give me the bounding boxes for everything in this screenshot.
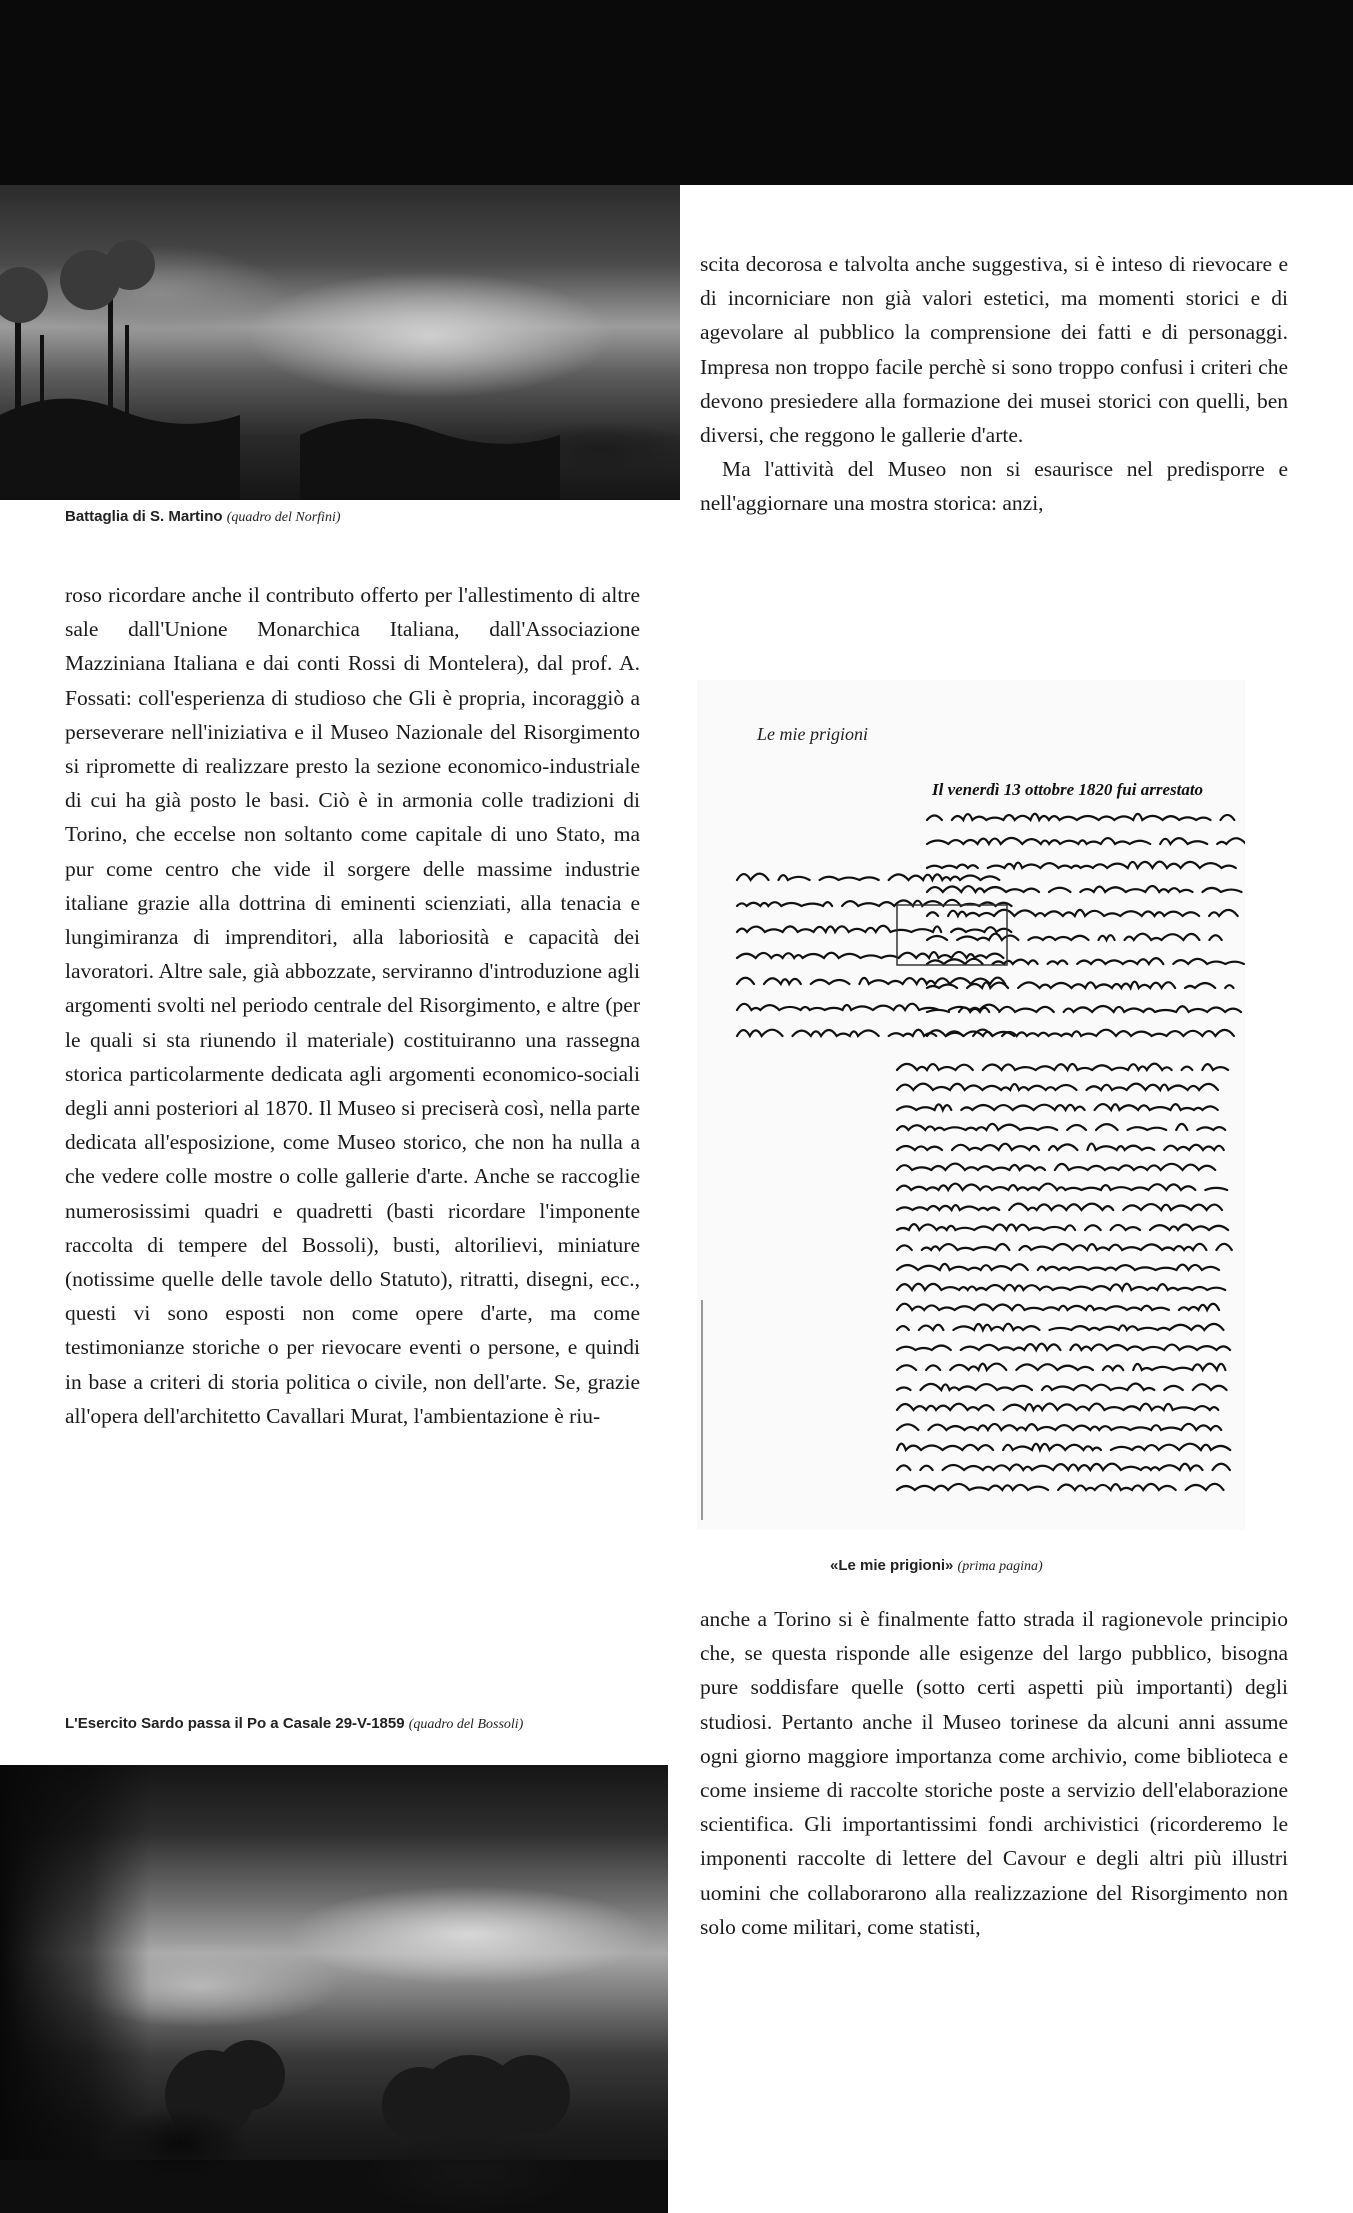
right-top-paragraph-1: scita decorosa e talvolta anche suggestiva, si è inteso di rievocare e di incorniciare non già valori estetici, ma momenti storici e di agevolare al pubblico la comprensione dei fatti e di personaggi. Impresa non troppo facile perchè si sono troppo confusi i criteri che devono presiedere alla formazione dei musei storici con quelli, ben diversi, che reggono le gallerie d'arte. (700, 252, 1288, 448)
handwriting-stroke (897, 1264, 1219, 1270)
manuscript-caption-credit: (prima pagina) (957, 1559, 1043, 1574)
army-caption (65, 1715, 523, 1733)
handwriting-stroke (897, 1084, 1228, 1090)
battle-caption (65, 508, 341, 526)
handwriting-stroke (897, 1164, 1225, 1170)
right-top-paragraph-2: Ma l'attività del Museo non si esaurisce nel predisporre e nell'aggiornare una mostra storica: anzi, (700, 457, 1288, 516)
left-text-column (65, 578, 640, 1433)
handwriting-stroke (897, 1364, 1225, 1370)
battle-caption-title: Battaglia di S. Martino (65, 508, 223, 525)
handwriting-stroke (897, 1324, 1224, 1330)
handwriting-stroke (897, 1244, 1242, 1250)
battle-painting-image (0, 185, 680, 500)
manuscript-page-image (697, 680, 1245, 1530)
handwriting-stroke (897, 1384, 1227, 1391)
handwriting-stroke (897, 1184, 1227, 1190)
manuscript-header: Le mie prigioni (757, 724, 868, 744)
handwriting-stroke (927, 814, 1234, 820)
right-bottom-text-column (700, 1602, 1288, 1944)
handwriting-stroke (737, 1004, 998, 1010)
handwriting-stroke (897, 1344, 1230, 1350)
handwriting-stroke (897, 1424, 1221, 1430)
battle-caption-credit: (quadro del Norfini) (226, 510, 341, 525)
handwriting-stroke (927, 910, 1238, 916)
handwriting-stroke (927, 886, 1242, 892)
army-painting-details (0, 1765, 668, 2213)
left-paragraph: roso ricordare anche il contributo offerto per l'allestimento di altre sale dall'Unione Monarchica Italiana, dall'Associazione Mazziniana Italiana e dai conti Rossi di Montelera), dal prof. A. Fossati: coll'esperienza di studioso che Gli è propria, incoraggiò a perseverare nell'iniziativa e il Museo Nazionale del Risorgimento si ripromette di realizzare presto la sezione economico-industriale di cui ha già posto le basi. Ciò è in armonia colle tradizioni di Torino, che eccelse non soltanto come capitale di uno Stato, ma pur come centro che vide il sorgere delle massime industrie italiane grazie alla dottrina di eminenti scienziati, alla tenacia e lungimiranza di imprenditori, alla laboriosità e capacità dei lavoratori. Altre sale, già abbozzate, serviranno d'introduzione agli argomenti svolti nel periodo centrale del Risorgimento, e altre (per le quali si sta riunendo il materiale) costituiranno una rassegna storica particolarmente dedicata agli argomenti economico-sociali degli anni posteriori al 1870. Il Museo si preciserà così, nella parte dedicata all'esposizione, come Museo storico, che non ha nulla a che vedere colle mostre o colle gallerie d'arte. Anche se raccoglie numerosissimi quadri e quadretti (basti ricordare l'imponente raccolta di tempere del Bossoli), busti, altorilievi, miniature (notissime quelle delle tavole dello Statuto), ritratti, disegni, ecc., questi vi sono esposti non come opere d'arte, ma come testimonianze storiche o per rievocare eventi o persone, e quindi in base a criteri di storia politica o civile, non dell'arte. Se, grazie all'opera dell'architetto Cavallari Murat, l'ambientazione è riu- (65, 583, 640, 1428)
handwriting-stroke (897, 1144, 1224, 1150)
handwriting-stroke (897, 1484, 1224, 1490)
handwriting-stroke (897, 1064, 1228, 1070)
army-caption-title: L'Esercito Sardo passa il Po a Casale 29-V-1859 (65, 1715, 405, 1732)
army-painting-image (0, 1765, 668, 2213)
handwriting-stroke (897, 1204, 1222, 1210)
handwriting-stroke (897, 1284, 1235, 1290)
handwriting-stroke (897, 1224, 1228, 1230)
battle-painting-details (0, 185, 680, 500)
manuscript-caption-title: «Le mie prigioni» (830, 1557, 954, 1574)
handwriting-stroke (927, 862, 1236, 868)
right-bottom-paragraph: anche a Torino si è finalmente fatto strada il ragionevole principio che, se questa risponde alle esigenze del largo pubblico, bisogna pure soddisfare quelle (sotto certi aspetti più importanti) degli studiosi. Pertanto anche il Museo torinese da alcuni anni assume ogni giorno maggiore importanza come archivio, come biblioteca e come insieme di raccolte storiche poste a servizio dell'elaborazione scientifica. Gli importantissimi fondi archivistici (ricorderemo le imponenti raccolte di lettere del Cavour e degli altri più illustri uomini che collaborarono alla realizzazione del Risorgimento non solo come militari, come statisti, (700, 1607, 1288, 1939)
handwriting-stroke (897, 1404, 1218, 1411)
army-caption-credit: (quadro del Bossoli) (408, 1717, 524, 1732)
handwriting-stroke (737, 926, 1021, 932)
right-top-text-column (700, 247, 1288, 521)
manuscript-handwriting (697, 680, 1245, 1530)
handwriting-stroke (897, 1464, 1230, 1470)
handwriting-stroke (897, 1124, 1225, 1130)
manuscript-caption (830, 1557, 1043, 1575)
handwriting-stroke (897, 1304, 1219, 1310)
handwriting-stroke (927, 934, 1232, 940)
handwriting-stroke (927, 838, 1245, 844)
handwriting-stroke (897, 1444, 1240, 1450)
handwriting-stroke (897, 1104, 1218, 1110)
manuscript-date-line: Il venerdì 13 ottobre 1820 fui arrestato (932, 780, 1204, 799)
handwriting-stroke (737, 874, 999, 880)
top-black-band (0, 0, 1353, 185)
handwriting-stroke (737, 952, 1003, 958)
